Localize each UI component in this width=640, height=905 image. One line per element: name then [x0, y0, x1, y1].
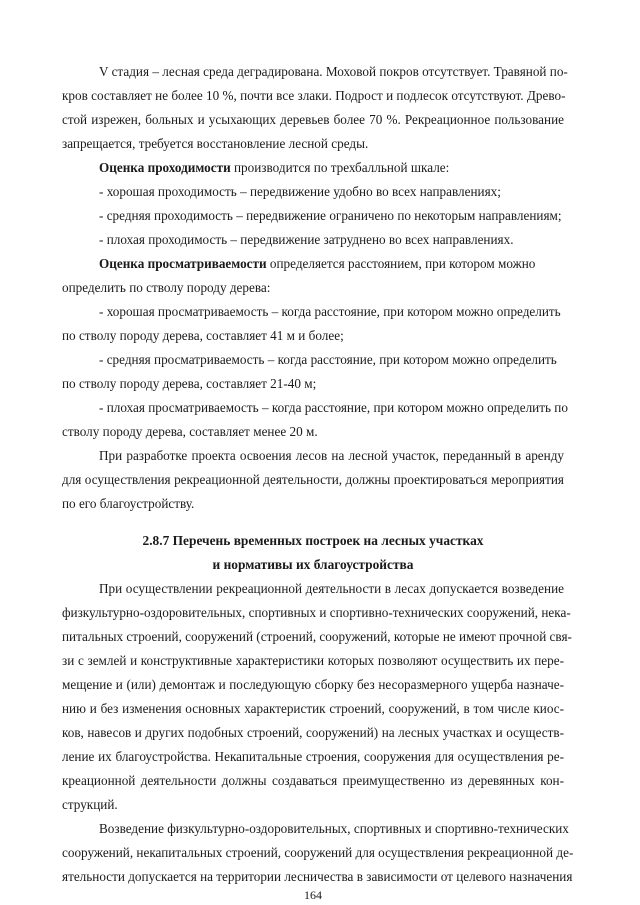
visibility-term: Оценка просматриваемости — [99, 256, 267, 271]
section-heading-line-2: и нормативы их благоустройства — [212, 557, 414, 572]
text-line: кров составляет не более 10 %, почти все злаки. Подрост и подлесок отсутствуют. Древо- — [62, 88, 566, 103]
list-item: - средняя просматриваемость – когда расстояние, при котором можно определить — [99, 352, 557, 367]
text-line: V стадия – лесная среда деградирована. Моховой покров отсутствует. Травяной по- — [99, 64, 568, 79]
text-line — [99, 256, 564, 272]
document-page — [62, 0, 574, 905]
list-item: - хорошая проходимость – передвижение удобно во всех направлениях; — [99, 184, 501, 199]
section-heading-line-1: 2.8.7 Перечень временных построек на лесных участках — [142, 533, 484, 548]
list-item-continuation: по стволу породу дерева, составляет 21-40 м; — [62, 376, 317, 391]
list-item: - средняя проходимость – передвижение ограничено по некоторым направлениям; — [99, 208, 562, 223]
text-line: питальных строений, сооружений (строений, сооружений, которые не имеют прочной свя- — [62, 629, 572, 644]
text-line: При осуществлении рекреационной деятельности в лесах допускается возведение — [99, 581, 564, 596]
text-line: определить по стволу породу дерева: — [62, 280, 271, 295]
visibility-rest: определяется расстоянием, при котором можно — [266, 256, 536, 271]
list-item: - плохая проходимость – передвижение затруднено во всех направлениях. — [99, 232, 514, 247]
text-line: При разработке проекта освоения лесов на лесной участок, переданный в аренду — [99, 448, 564, 463]
list-item-continuation: стволу породу дерева, составляет менее 20 м. — [62, 424, 318, 439]
passability-term: Оценка проходимости — [99, 160, 231, 175]
text-line — [99, 160, 564, 176]
list-item: - плохая просматриваемость – когда расстояние, при котором можно определить по — [99, 400, 568, 415]
page-number: 164 — [304, 888, 322, 902]
text-line: струкций. — [62, 797, 118, 812]
text-line: ков, навесов и других подобных строений, сооружений) на лесных участках и осуществ- — [62, 725, 564, 740]
text-line: нию и без изменения основных характеристик строений, сооружений, в том числе киос- — [62, 701, 564, 716]
text-line: для осуществления рекреационной деятельности, должны проектироваться мероприятия — [62, 472, 564, 487]
text-line: ятельности допускается на территории лесничества в зависимости от целевого назначения — [62, 869, 573, 884]
text-line: креационной деятельности должны создаваться преимущественно из деревянных кон- — [62, 773, 564, 788]
text-line: стой изрежен, больных и усыхающих деревьев более 70 %. Рекреационное пользование — [62, 112, 564, 127]
text-line: Возведение физкультурно-оздоровительных, спортивных и спортивно-технических — [99, 821, 569, 836]
list-item: - хорошая просматриваемость – когда расстояние, при котором можно определить — [99, 304, 561, 319]
text-line: ление их благоустройства. Некапитальные строения, сооружения для осуществления ре- — [62, 749, 564, 764]
passability-rest: производится по трехбалльной шкале: — [230, 160, 450, 175]
text-line: запрещается, требуется восстановление лесной среды. — [62, 136, 369, 151]
text-line: мещение и (или) демонтаж и последующую сборку без несоразмерного ущерба назначе- — [62, 677, 564, 692]
list-item-continuation: по стволу породу дерева, составляет 41 м и более; — [62, 328, 344, 343]
text-line: сооружений, некапитальных строений, сооружений для осуществления рекреационной де- — [62, 845, 574, 860]
text-line: физкультурно-оздоровительных, спортивных и спортивно-технических сооружений, нека- — [62, 605, 571, 620]
text-line: по его благоустройству. — [62, 496, 195, 511]
text-line: зи с землей и конструктивные характеристики которых позволяют осуществить их пере- — [62, 653, 564, 668]
